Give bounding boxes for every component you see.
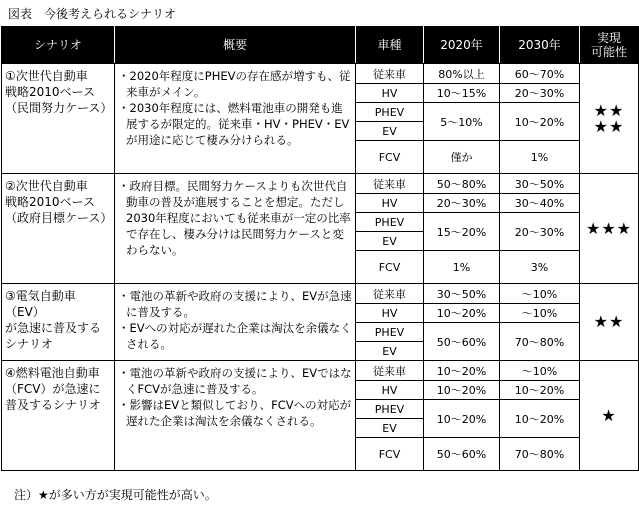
vehicle-type: EV bbox=[356, 419, 424, 438]
share-2020: 10～20% bbox=[424, 400, 500, 438]
vehicle-type: HV bbox=[356, 381, 424, 400]
summary-bullet: ・2030年程度には、燃料電池車の開発も進展するが限定的。従来車・HV・PHEV・EVが用途に応じて棲み分けられる。 bbox=[118, 101, 350, 147]
vehicle-type: 従来車 bbox=[356, 284, 424, 304]
vehicle-type: PHEV bbox=[356, 213, 424, 232]
share-2020: 10～20% bbox=[424, 381, 500, 400]
feasibility-stars bbox=[580, 284, 639, 361]
scenario-title: ③電気自動車（EV） が急速に普及する シナリオ bbox=[2, 284, 115, 361]
vehicle-type: EV bbox=[356, 122, 424, 141]
vehicle-type: 従来車 bbox=[356, 64, 424, 84]
summary-bullet: ・2020年程度にPHEVの存在感が増すも、従来車がメイン。 bbox=[118, 69, 351, 99]
share-2020: 50～60% bbox=[424, 323, 500, 361]
vehicle-type: EV bbox=[356, 342, 424, 361]
scenario-summary bbox=[115, 64, 356, 174]
share-2030: ～10% bbox=[500, 304, 580, 323]
table-row bbox=[2, 174, 639, 194]
feasibility-stars bbox=[580, 174, 639, 284]
header-vehicle-type: 車種 bbox=[356, 27, 424, 64]
figure-caption: 図表 今後考えられるシナリオ bbox=[8, 7, 176, 21]
share-2030: 70～80% bbox=[500, 438, 580, 471]
summary-bullet: ・EVへの対応が遅れた企業は淘汰を余儀なくされる。 bbox=[118, 321, 352, 351]
share-2020: 1% bbox=[424, 251, 500, 284]
header-row bbox=[2, 27, 639, 64]
share-2030: 20～30% bbox=[500, 84, 580, 103]
share-2030: 30～50% bbox=[500, 174, 580, 194]
share-2030: ～10% bbox=[500, 361, 580, 381]
vehicle-type: HV bbox=[356, 84, 424, 103]
share-2030: 3% bbox=[500, 251, 580, 284]
star-rating: ★★ bbox=[593, 312, 625, 331]
share-2030: ～10% bbox=[500, 284, 580, 304]
vehicle-type: 従来車 bbox=[356, 174, 424, 194]
header-feasibility: 実現 可能性 bbox=[580, 27, 639, 64]
summary-bullet: ・電池の革新や政府の支援により、EVが急速に普及する。 bbox=[118, 289, 352, 319]
vehicle-type: PHEV bbox=[356, 103, 424, 122]
vehicle-type: PHEV bbox=[356, 323, 424, 342]
star-rating: ★★ bbox=[593, 100, 625, 120]
table-row bbox=[2, 361, 639, 381]
summary-bullet: ・政府目標。民間努力ケースよりも次世代自動車の普及が進展することを想定。ただし2030年程度においても従来車が一定の比率で存在し、棲み分けは民間努力ケースと変わらない。 bbox=[118, 179, 351, 257]
vehicle-type: HV bbox=[356, 194, 424, 213]
feasibility-stars bbox=[580, 361, 639, 471]
vehicle-type: HV bbox=[356, 304, 424, 323]
share-2030: 60～70% bbox=[500, 64, 580, 84]
feasibility-stars bbox=[580, 64, 639, 174]
header-summary: 概要 bbox=[115, 27, 356, 64]
share-2030: 70～80% bbox=[500, 323, 580, 361]
share-2030: 1% bbox=[500, 141, 580, 174]
header-scenario: シナリオ bbox=[2, 27, 115, 64]
table-row bbox=[2, 284, 639, 304]
star-rating: ★★ bbox=[593, 116, 625, 136]
vehicle-type: EV bbox=[356, 232, 424, 251]
share-2030: 10～20% bbox=[500, 103, 580, 141]
share-2020: 5～10% bbox=[424, 103, 500, 141]
share-2020: 15～20% bbox=[424, 213, 500, 251]
vehicle-type: 従来車 bbox=[356, 361, 424, 381]
share-2020: 10～20% bbox=[424, 361, 500, 381]
share-2020: 80%以上 bbox=[424, 64, 500, 84]
share-2020: 30～50% bbox=[424, 284, 500, 304]
share-2020: 僅か bbox=[424, 141, 500, 174]
vehicle-type: PHEV bbox=[356, 400, 424, 419]
share-2020: 20～30% bbox=[424, 194, 500, 213]
share-2030: 10～20% bbox=[500, 381, 580, 400]
vehicle-type: FCV bbox=[356, 251, 424, 284]
scenario-summary bbox=[115, 174, 356, 284]
vehicle-type: FCV bbox=[356, 141, 424, 174]
share-2030: 20～30% bbox=[500, 213, 580, 251]
star-rating: ★ bbox=[601, 405, 617, 425]
scenario-summary bbox=[115, 361, 356, 471]
share-2030: 30～40% bbox=[500, 194, 580, 213]
scenario-table bbox=[1, 26, 639, 471]
scenario-title: ④燃料電池自動車 （FCV）が急速に 普及するシナリオ bbox=[2, 361, 115, 471]
share-2030: 10～20% bbox=[500, 400, 580, 438]
summary-bullet: ・影響はEVと類似しており、FCVへの対応が遅れた企業は淘汰を余儀なくされる。 bbox=[118, 398, 352, 428]
star-rating: ★★★ bbox=[585, 218, 633, 238]
share-2020: 10～15% bbox=[424, 84, 500, 103]
footnote: 注）★が多い方が実現可能性が高い。 bbox=[14, 488, 217, 502]
table-row bbox=[2, 64, 639, 84]
header-2030: 2030年 bbox=[500, 27, 580, 64]
share-2020: 50～80% bbox=[424, 174, 500, 194]
vehicle-type: FCV bbox=[356, 438, 424, 471]
scenario-title: ①次世代自動車 戦略2010ベース （民間努力ケース） bbox=[2, 64, 115, 174]
header-2020: 2020年 bbox=[424, 27, 500, 64]
share-2020: 10～20% bbox=[424, 304, 500, 323]
share-2020: 50～60% bbox=[424, 438, 500, 471]
scenario-title: ②次世代自動車 戦略2010ベース （政府目標ケース） bbox=[2, 174, 115, 284]
scenario-summary bbox=[115, 284, 356, 361]
summary-bullet: ・電池の革新や政府の支援により、EVではなくFCVが急速に普及する。 bbox=[118, 366, 352, 396]
